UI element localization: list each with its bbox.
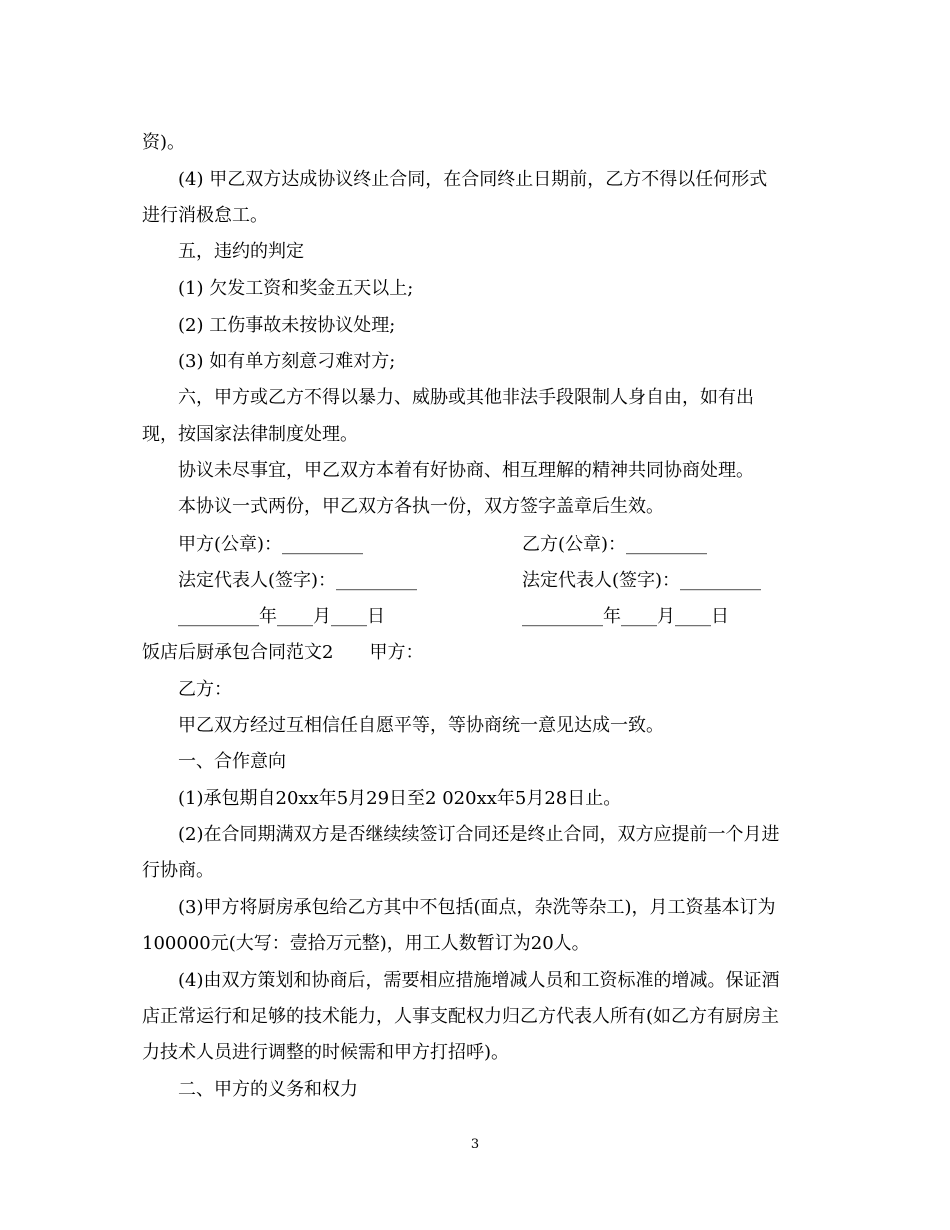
paragraph-line: 进行消极怠工。 <box>142 205 268 226</box>
paragraph-line: 资)。 <box>142 132 186 153</box>
paragraph-line: 店正常运行和足够的技术能力，人事支配权力归乙方代表人所有(如乙方有厨房主 <box>142 1006 780 1027</box>
party-b-representative: 法定代表人(签字)：_________ <box>522 570 762 591</box>
list-item: (3)甲方将厨房承包给乙方其中不包括(面点，杂洗等杂工)，月工资基本订为 <box>178 897 776 918</box>
party-b-seal: 乙方(公章)：_________ <box>522 534 708 555</box>
list-item: (1)承包期自20xx年5月29日至2 020xx年5月28日止。 <box>178 788 622 809</box>
paragraph-line: 六，甲方或乙方不得以暴力、威胁或其他非法手段限制人身自由，如有出 <box>178 387 754 408</box>
paragraph-line: 力技术人员进行调整的时候需和甲方打招呼)。 <box>142 1042 510 1063</box>
paragraph-line: 甲乙双方经过互相信任自愿平等，等协商统一意见达成一致。 <box>178 715 664 736</box>
party-a-representative: 法定代表人(签字)：_________ <box>178 570 418 591</box>
paragraph-line: 100000元(大写：壹拾万元整)，用工人数暂订为20人。 <box>142 933 590 954</box>
section-heading: 二、甲方的义务和权力 <box>178 1079 358 1100</box>
list-item: (2)在合同期满双方是否继续续签订合同还是终止合同，双方应提前一个月进 <box>178 824 780 845</box>
list-item: (1) 欠发工资和奖金五天以上; <box>178 278 414 299</box>
party-b-date: _________年____月____日 <box>522 606 729 627</box>
list-item: (2) 工伤事故未按协议处理; <box>178 315 396 336</box>
list-item: (3) 如有单方刻意刁难对方; <box>178 351 396 372</box>
contract-title-line: 饭店后厨承包合同范文2 甲方： <box>142 642 424 663</box>
paragraph-line: 现，按国家法律制度处理。 <box>142 424 358 445</box>
list-item: (4)由双方策划和协商后，需要相应措施增减人员和工资标准的增减。保证酒 <box>178 970 780 991</box>
paragraph-line: (4) 甲乙双方达成协议终止合同，在合同终止日期前，乙方不得以任何形式 <box>178 169 768 190</box>
paragraph-line: 乙方： <box>178 679 232 700</box>
paragraph-line: 协议未尽事宜，甲乙双方本着有好协商、相互理解的精神共同协商处理。 <box>178 460 754 481</box>
paragraph-line: 本协议一式两份，甲乙双方各执一份，双方签字盖章后生效。 <box>178 496 664 517</box>
paragraph-line: 行协商。 <box>142 860 214 881</box>
section-heading: 一、合作意向 <box>178 751 286 772</box>
section-heading: 五，违约的判定 <box>178 241 304 262</box>
party-a-date: _________年____月____日 <box>178 606 385 627</box>
party-a-seal: 甲方(公章)：_________ <box>178 534 364 555</box>
page-number: 3 <box>470 1137 480 1152</box>
